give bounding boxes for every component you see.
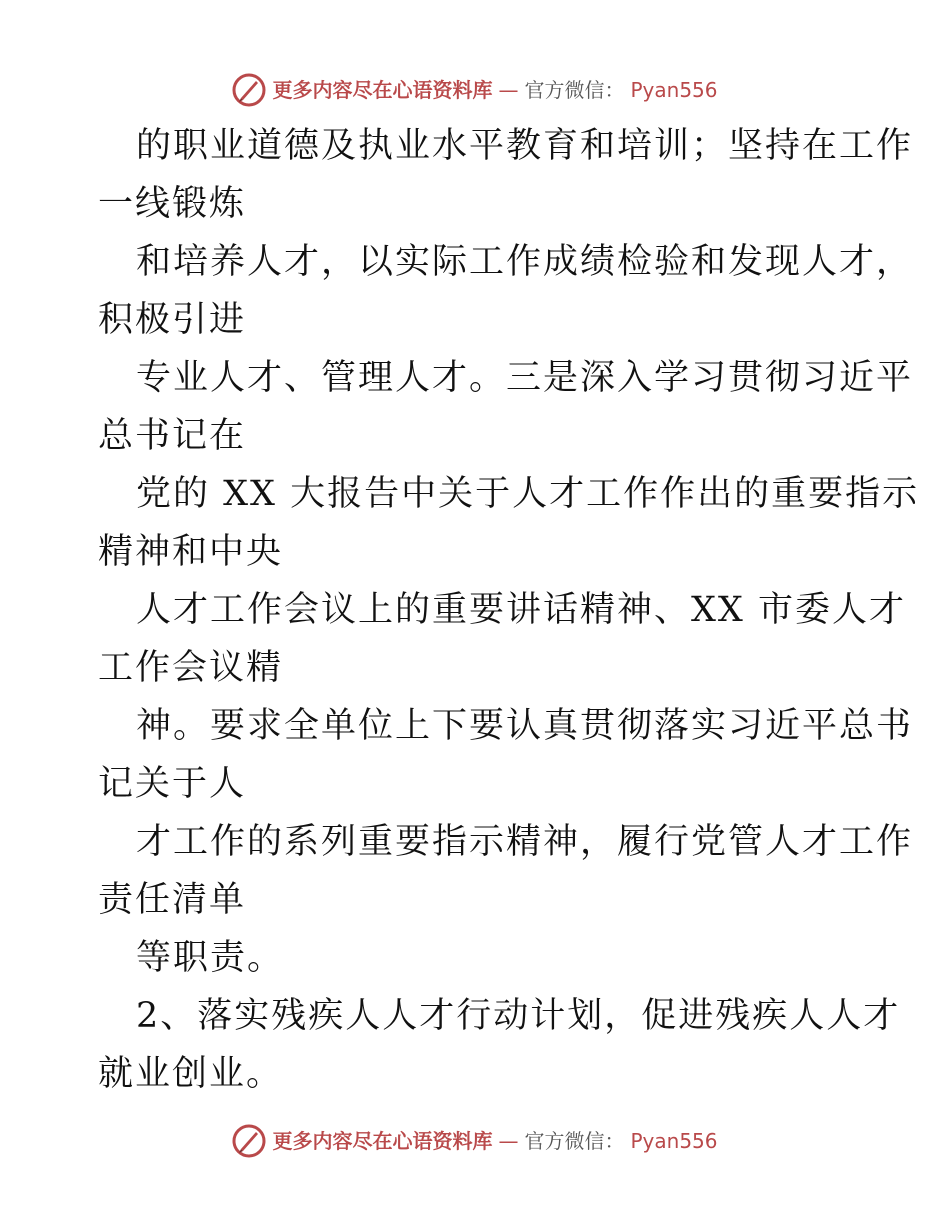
body-line: 就业创业。	[98, 1054, 284, 1094]
watermark-wechat-label: 官方微信：	[524, 1129, 625, 1153]
watermark-wechat-id: Pyan556	[630, 78, 718, 102]
watermark-text: 更多内容尽在心语资料库	[272, 78, 493, 102]
body-line: 才工作的系列重要指示精神，履行党管人才工作	[136, 822, 914, 862]
body-line: 总书记在	[98, 416, 247, 456]
watermark-dash: —	[498, 78, 519, 102]
body-line: 记关于人	[98, 764, 247, 804]
body-line: 人才工作会议上的重要讲话精神、XX 市委人才	[136, 590, 906, 630]
body-line: 神。要求全单位上下要认真贯彻落实习近平总书	[136, 706, 914, 746]
quill-pen-logo-icon	[232, 1124, 266, 1158]
quill-pen-logo-icon	[232, 73, 266, 107]
body-line: 积极引进	[98, 300, 247, 340]
body-line: 党的 XX 大报告中关于人才工作作出的重要指示	[136, 474, 920, 514]
watermark-wechat-id: Pyan556	[630, 1129, 718, 1153]
body-line: 责任清单	[98, 880, 247, 920]
body-line: 精神和中央	[98, 532, 284, 572]
body-line: 和培养人才，以实际工作成绩检验和发现人才，	[136, 242, 914, 282]
watermark-text: 更多内容尽在心语资料库	[272, 1129, 493, 1153]
header-watermark	[0, 70, 950, 110]
watermark-dash: —	[498, 1129, 519, 1153]
document-body	[98, 117, 920, 1103]
watermark-wechat-label: 官方微信：	[524, 78, 625, 102]
body-line: 的职业道德及执业水平教育和培训；坚持在工作	[136, 126, 914, 166]
body-line: 工作会议精	[98, 648, 284, 688]
body-line: 一线锻炼	[98, 184, 247, 224]
body-line: 专业人才、管理人才。三是深入学习贯彻习近平	[136, 358, 914, 398]
footer-watermark	[0, 1121, 950, 1161]
body-line: 2、落实残疾人人才行动计划，促进残疾人人才	[136, 996, 901, 1036]
body-line: 等职责。	[136, 938, 285, 978]
